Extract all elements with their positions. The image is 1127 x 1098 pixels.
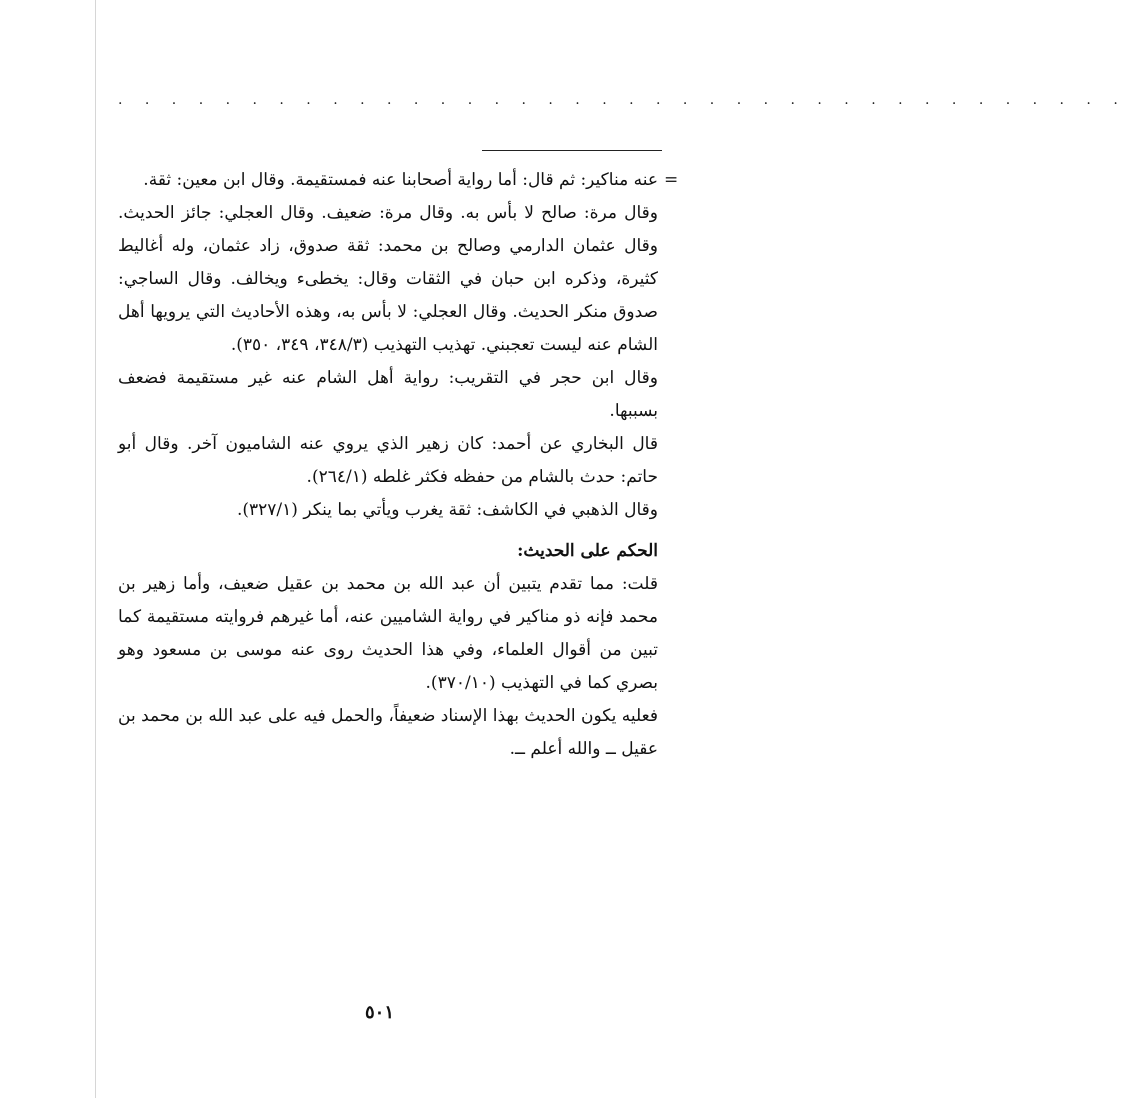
- page-body: [118, 164, 658, 766]
- footnote-paragraph: وقال الذهبي في الكاشف: ثقة يغرب ويأتي بما ينكر (٣٢٧/١).: [236, 500, 658, 520]
- scan-edge-line: [95, 0, 96, 1098]
- ruling-paragraph: فعليه يكون الحديث بهذا الإسناد ضعيفاً، والحمل فيه على عبد الله بن محمد بن عقيل ــ والله أعلم ــ.: [118, 706, 658, 759]
- page-number: ٥٠١: [364, 1002, 394, 1023]
- footnote-paragraph: قال البخاري عن أحمد: كان زهير الذي يروي عنه الشاميون آخر. وقال أبو حاتم: حدث بالشام من حفظه فكثر غلطه (٢٦٤/١).: [118, 434, 658, 487]
- ruling-heading: الحكم على الحديث:: [517, 541, 658, 561]
- footnote-paragraph: وقال مرة: صالح لا بأس به. وقال مرة: ضعيف. وقال العجلي: جائز الحديث. وقال عثمان الدارمي وصالح بن محمد: ثقة صدوق، زاد عثمان، وله أغاليط كثيرة، وذكره ابن حبان في الثقات وقال: يخطىء ويخالف. وقال الساجي: صدوق منكر الحديث. وقال العجلي: لا بأس به، وهذه الأحاديث التي يرويها أهل الشام عنه ليست تعجبني. تهذيب التهذيب (٣٤٨/٣، ٣٤٩، ٣٥٠).: [118, 203, 658, 355]
- dot-leader: . . . . . . . . . . . . . . . . . . . . . . . . . . . . . . . . . . . . . .: [118, 92, 1127, 108]
- ruling-paragraph: قلت: مما تقدم يتبين أن عبد الله بن محمد بن عقيل ضعيف، وأما زهير بن محمد فإنه ذو مناكير في رواية الشاميين عنه، أما غيرهم فروايته مستقيمة كما تبين من أقوال العلماء، وفي هذا الحديث روى عنه موسى بن مسعود وهو بصري كما في التهذيب (٣٧٠/١٠).: [118, 574, 658, 693]
- footnote-separator-rule: [482, 150, 662, 151]
- footnote-paragraph: عنه مناكير: ثم قال: أما رواية أصحابنا عنه فمستقيمة. وقال ابن معين: ثقة.: [143, 170, 658, 190]
- footnote-continuation-mark: =: [664, 170, 679, 190]
- footnote-paragraph: وقال ابن حجر في التقريب: رواية أهل الشام عنه غير مستقيمة فضعف بسببها.: [118, 368, 658, 421]
